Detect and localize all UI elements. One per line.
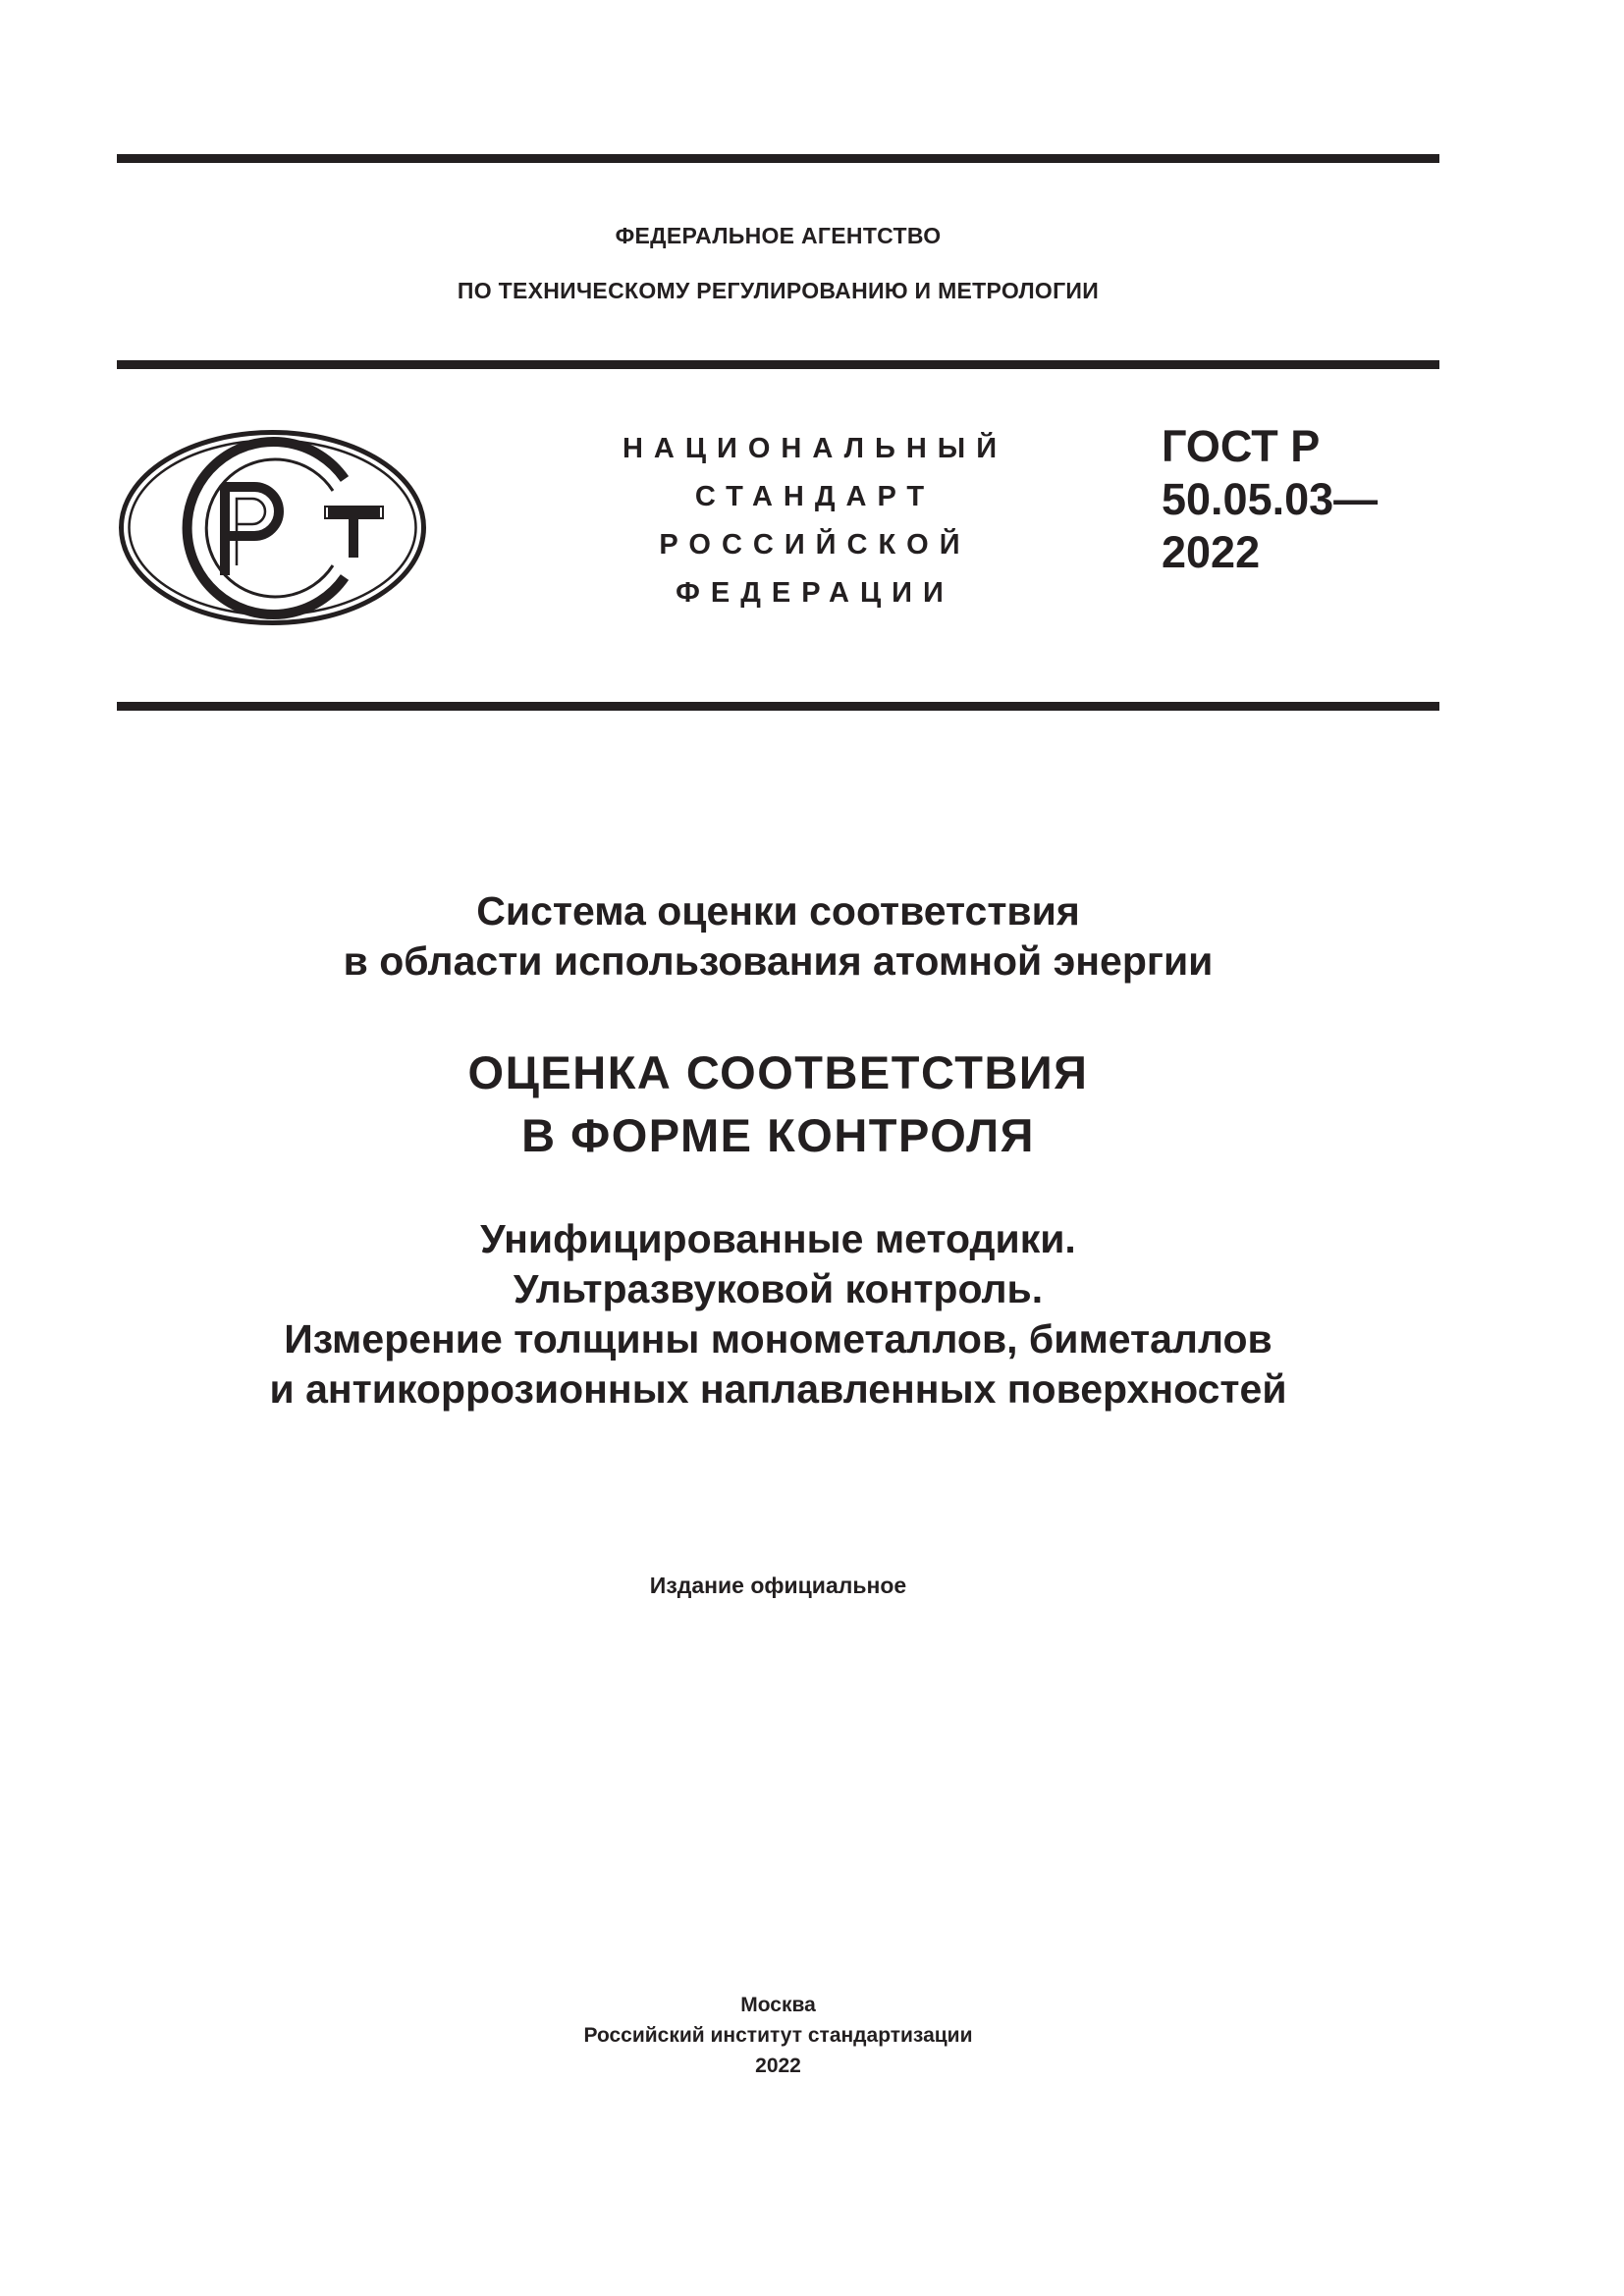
system-title [117,886,1439,987]
subtitle-line: и антикоррозионных наплавленных поверхностей [269,1366,1287,1412]
national-standard-line: НАЦИОНАЛЬНЫЙ [622,433,1008,464]
standard-designation [1162,420,1436,579]
subtitle-line: Измерение толщины монометаллов, биметаллов [284,1316,1272,1362]
top-rule [117,154,1439,163]
edition-label: Издание официальное [649,1573,907,1598]
standard-designation-line2: 50.05.03— [1162,474,1379,524]
imprint-publisher: Российский институт стандартизации [583,2024,973,2047]
national-standard-label [599,425,1031,617]
standard-designation-line3: 2022 [1162,527,1261,577]
agency-name-line1: ФЕДЕРАЛЬНОЕ АГЕНТСТВО [615,223,942,248]
imprint-city: Москва [740,1994,816,2016]
national-standard-line: СТАНДАРТ [694,481,936,512]
system-title-line: в области использования атомной энергии [343,938,1214,984]
main-title [117,1041,1439,1167]
header-rule [117,360,1439,369]
imprint [117,1990,1439,2081]
subtitle-line: Ультразвуковой контроль. [513,1266,1044,1311]
standard-designation-line1: ГОСТ Р [1162,421,1321,471]
main-title-line: ОЦЕНКА СООТВЕТСТВИЯ [467,1046,1089,1098]
imprint-year: 2022 [755,2055,801,2077]
main-title-line: В ФОРМЕ КОНТРОЛЯ [521,1109,1035,1161]
subtitle-line: Унифицированные методики. [480,1216,1076,1261]
system-title-line: Система оценки соответствия [476,888,1080,934]
national-standard-line: РОССИЙСКОЙ [659,529,971,561]
rst-mark-icon [117,428,428,627]
header-bottom-rule [117,702,1439,711]
national-standard-line: ФЕДЕРАЦИИ [676,577,954,609]
subtitle [117,1214,1439,1415]
agency-name-line2: ПО ТЕХНИЧЕСКОМУ РЕГУЛИРОВАНИЮ И МЕТРОЛОГИИ [457,278,1100,303]
